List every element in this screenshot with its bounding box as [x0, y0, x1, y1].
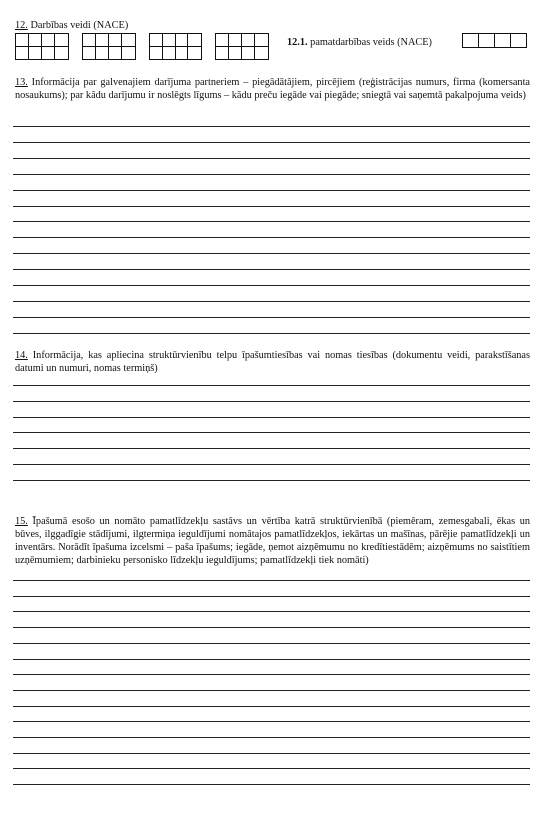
nace-code-box-1[interactable] — [15, 33, 69, 60]
answer-line[interactable] — [13, 417, 530, 418]
answer-line[interactable] — [13, 448, 530, 449]
answer-line[interactable] — [13, 721, 530, 722]
q12-1-heading — [287, 36, 432, 49]
answer-line[interactable] — [13, 737, 530, 738]
q15-text-block — [15, 515, 530, 567]
q15-number: 15. — [15, 516, 28, 527]
q12-1-number: 12.1. — [287, 37, 308, 48]
q14-number: 14. — [15, 350, 28, 361]
answer-line[interactable] — [13, 643, 530, 644]
answer-line[interactable] — [13, 301, 530, 302]
answer-line[interactable] — [13, 126, 530, 127]
q12-number: 12. — [15, 20, 28, 31]
answer-line[interactable] — [13, 285, 530, 286]
q14-text: Informācija, kas apliecina struktūrvienību telpu īpašumtiesības vai nomas tiesības (dokumentu veidi, parakstīšanas datumi un numuri, nomas termiņš) — [15, 350, 531, 374]
answer-line[interactable] — [13, 385, 530, 386]
q13-text-block — [15, 76, 530, 102]
answer-line[interactable] — [13, 174, 530, 175]
main-nace-code-box[interactable] — [462, 33, 527, 48]
answer-line[interactable] — [13, 206, 530, 207]
answer-line[interactable] — [13, 432, 530, 433]
answer-line[interactable] — [13, 580, 530, 581]
answer-line[interactable] — [13, 611, 530, 612]
q13-number: 13. — [15, 77, 28, 88]
answer-line[interactable] — [13, 784, 530, 785]
answer-line[interactable] — [13, 768, 530, 769]
nace-code-box-3[interactable] — [149, 33, 202, 60]
answer-line[interactable] — [13, 221, 530, 222]
q12-label: Darbības veidi (NACE) — [30, 20, 129, 31]
answer-line[interactable] — [13, 690, 530, 691]
nace-code-box-4[interactable] — [215, 33, 269, 60]
answer-line[interactable] — [13, 596, 530, 597]
answer-line[interactable] — [13, 480, 530, 481]
answer-line[interactable] — [13, 142, 530, 143]
answer-line[interactable] — [13, 269, 530, 270]
q13-text: Informācija par galvenajiem darījuma partneriem – piegādātājiem, pircējiem (reģistrācijas numurs, firma (komersanta nosaukums); par kādu darījumu ir noslēgts līgums – kādu preču iegāde vai piegāde; sniegtā vai saņemtā pakalpojuma veids) — [15, 77, 530, 101]
answer-line[interactable] — [13, 237, 530, 238]
nace-code-box-2[interactable] — [82, 33, 136, 60]
q15-text: Īpašumā esošo un nomāto pamatlīdzekļu sastāvs un vērtība katrā struktūrvienībā (piemēram, zemesgabali, ēkas un būves, ilggadīgie stādījumi, ilgtermiņa ieguldījumi nomātajos pamatlīdzekļos, iekārtas un mašīnas, pārējie pamatlīdzekļi un inventārs. Norādīt īpašuma izcelsmi – paša īpašums; iegāde, ņemot aizņēmumu no kredītiestādēm; aizņēmums no saistītiem uzņēmumiem; darbinieku personisko līdzekļu ieguldījums; pamatlīdzekļi tiek nomāti) — [15, 516, 531, 566]
answer-line[interactable] — [13, 464, 530, 465]
answer-line[interactable] — [13, 674, 530, 675]
answer-line[interactable] — [13, 659, 530, 660]
answer-line[interactable] — [13, 253, 530, 254]
q12-heading — [15, 19, 128, 32]
answer-line[interactable] — [13, 317, 530, 318]
answer-line[interactable] — [13, 190, 530, 191]
answer-line[interactable] — [13, 333, 530, 334]
answer-line[interactable] — [13, 706, 530, 707]
answer-line[interactable] — [13, 627, 530, 628]
q14-text-block — [15, 349, 530, 375]
answer-line[interactable] — [13, 401, 530, 402]
answer-line[interactable] — [13, 158, 530, 159]
q12-1-label: pamatdarbības veids (NACE) — [310, 37, 432, 48]
answer-line[interactable] — [13, 753, 530, 754]
